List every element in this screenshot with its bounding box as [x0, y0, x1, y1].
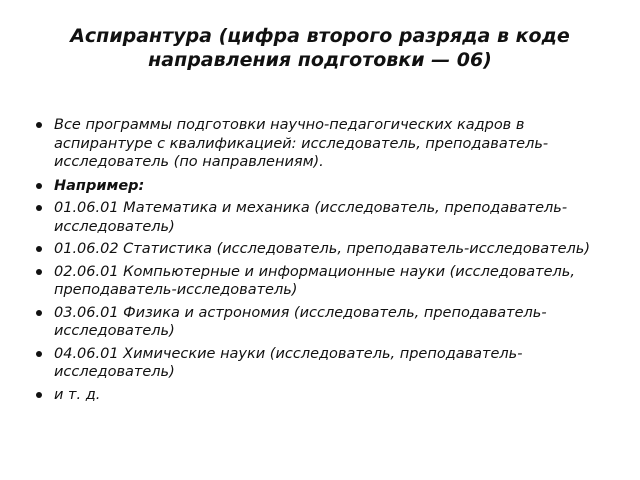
list-item-text: Все программы подготовки научно-педагогических кадров в аспирантуре с квалификацией: исследователь, преподаватель-исследователь (по направлениям).	[54, 117, 549, 170]
bullet-icon	[36, 205, 42, 211]
list-item-text: 02.06.01 Компьютерные и информационные науки (исследователь, преподаватель-исследователь)	[54, 263, 575, 298]
list-item	[36, 199, 610, 236]
bullet-icon	[36, 269, 42, 275]
list-item	[36, 345, 610, 382]
list-item	[36, 386, 610, 405]
list-item-text: 01.06.01 Математика и механика (исследователь, преподаватель-исследователь)	[54, 200, 568, 235]
slide-title: Аспирантура (цифра второго разряда в коде направления подготовки — 06)	[70, 25, 570, 71]
bullet-icon	[36, 392, 42, 398]
bullet-icon	[36, 183, 42, 189]
list-item	[36, 240, 610, 259]
list-item-text: 04.06.01 Химические науки (исследователь, преподаватель-исследователь)	[54, 345, 523, 380]
list-item	[36, 304, 610, 341]
list-item	[36, 116, 610, 172]
bullet-icon	[36, 246, 42, 252]
list-item-text: 03.06.01 Физика и астрономия (исследователь, преподаватель-исследователь)	[54, 304, 547, 339]
bullet-icon	[36, 122, 42, 128]
bullet-icon	[36, 310, 42, 316]
list-item	[36, 263, 610, 300]
bullet-list	[36, 116, 610, 408]
example-heading: Например:	[54, 177, 145, 194]
list-item	[36, 177, 610, 196]
bullet-icon	[36, 351, 42, 357]
list-item-text: и т. д.	[54, 386, 101, 403]
list-item-text: 01.06.02 Статистика (исследователь, преподаватель-исследователь)	[54, 241, 590, 257]
